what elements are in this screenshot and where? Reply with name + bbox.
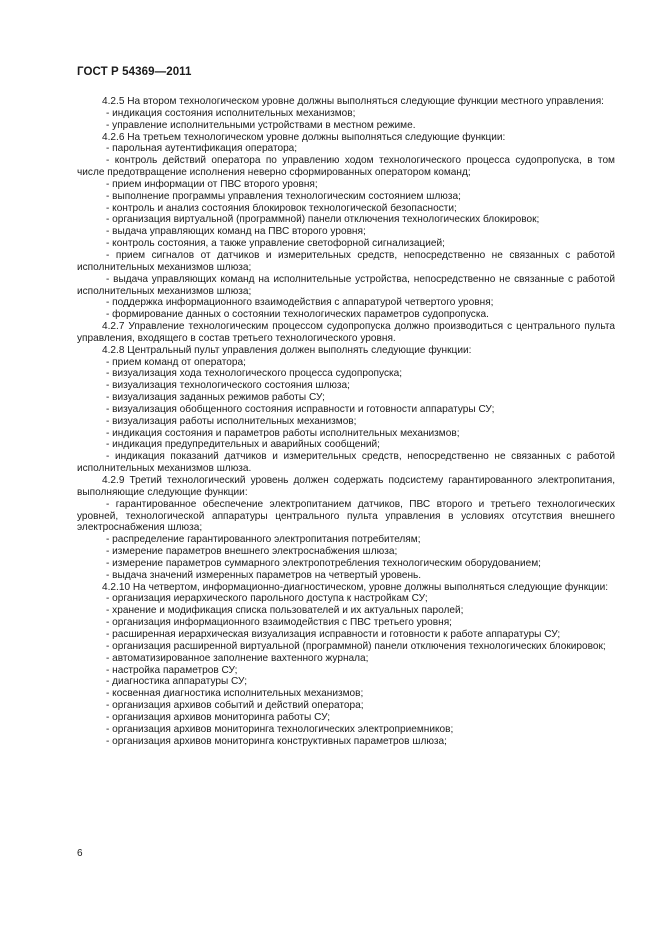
- list-item: - диагностика аппаратуры СУ;: [106, 676, 247, 688]
- list-item: - организация иерархического парольного доступа к настройкам СУ;: [106, 593, 428, 605]
- list-item: - контроль и анализ состояния блокировок технологической безопасности;: [106, 202, 457, 214]
- list-item: - автоматизированное заполнение вахтенного журнала;: [106, 652, 369, 664]
- section-paragraph: 4.2.5 На втором технологическом уровне должны выполняться следующие функции местного управления:: [102, 96, 604, 107]
- list-item: - хранение и модификация списка пользователей и их актуальных паролей;: [106, 605, 464, 617]
- list-item: - визуализация технологического состояния шлюза;: [106, 380, 350, 392]
- list-item: - контроль действий оператора по управлению ходом технологического процесса судопропуска, в том числе предотвращение исполнения неверно сформированных оператором команд;: [77, 155, 615, 179]
- list-item: - парольная аутентификация оператора;: [106, 143, 298, 155]
- list-item: - визуализация заданных режимов работы СУ;: [106, 392, 325, 404]
- list-item: - индикация предупредительных и аварийных сообщений;: [106, 439, 380, 451]
- list-item: - организация архивов мониторинга конструктивных параметров шлюза;: [106, 735, 447, 747]
- list-item: - поддержка информационного взаимодействия с аппаратурой четвертого уровня;: [106, 297, 494, 309]
- list-item: - организация архивов событий и действий оператора;: [106, 700, 364, 712]
- list-item: - организация информационного взаимодействия с ПВС третьего уровня;: [106, 617, 452, 629]
- list-item: - индикация состояния и параметров работы исполнительных механизмов;: [106, 427, 460, 439]
- list-item: - выполнение программы управления технологическим состоянием шлюза;: [106, 190, 461, 202]
- list-item: - настройка параметров СУ;: [106, 664, 238, 676]
- list-item: - измерение параметров внешнего электроснабжения шлюза;: [106, 546, 398, 558]
- list-item: - организация расширенной виртуальной (программной) панели отключения технологических блокировок;: [106, 640, 606, 652]
- page-number: 6: [77, 848, 83, 859]
- list-item: - организация виртуальной (программной) панели отключения технологических блокировок;: [106, 214, 540, 226]
- list-item: - визуализация обобщенного состояния исправности и готовности аппаратуры СУ;: [106, 403, 495, 415]
- list-item: - выдача управляющих команд на исполнительные устройства, непосредственно не связанные с работой исполнительных механизмов шлюза;: [77, 273, 615, 297]
- list-item: - распределение гарантированного электропитания потребителям;: [106, 534, 421, 546]
- section-paragraph: 4.2.8 Центральный пульт управления должен выполнять следующие функции:: [102, 344, 472, 356]
- list-item: - визуализация хода технологического процесса судопропуска;: [106, 368, 403, 380]
- section-paragraph: 4.2.6 На третьем технологическом уровне должны выполняться следующие функции:: [102, 131, 506, 143]
- list-item: - организация архивов мониторинга работы СУ;: [106, 711, 331, 723]
- list-item: - индикация показаний датчиков и измерительных средств, непосредственно не связанных с работой исполнительных механизмов шлюза.: [77, 451, 615, 475]
- list-item: - формирование данных о состоянии технологических параметров судопропуска.: [106, 309, 489, 321]
- list-item: - индикация состояния исполнительных механизмов;: [106, 107, 356, 119]
- section-paragraph: 4.2.7 Управление технологическим процессом судопропуска должно производиться с центрального пульта управления, входящего в состав третьего технологического уровня.: [77, 321, 615, 344]
- document-body: [77, 96, 615, 747]
- standard-header: ГОСТ Р 54369—2011: [77, 66, 192, 78]
- list-item: - прием сигналов от датчиков и измерительных средств, непосредственно не связанных с работой исполнительных механизмов шлюза;: [77, 249, 615, 273]
- list-item: - измерение параметров суммарного электропотребления технологическим оборудованием;: [106, 557, 541, 569]
- list-item: - выдача значений измеренных параметров на четвертый уровень.: [106, 569, 422, 581]
- list-item: - расширенная иерархическая визуализация исправности и готовности к работе аппаратуры СУ;: [106, 628, 561, 640]
- list-item: - прием информации от ПВС второго уровня;: [106, 178, 318, 190]
- list-item: - гарантированное обеспечение электропитанием датчиков, ПВС второго и третьего технологических уровней, технологической аппаратуры центрального пульта управления в условиях отсутствия внешнего электроснабжения шлюза;: [77, 498, 615, 534]
- list-item: - косвенная диагностика исполнительных механизмов;: [106, 688, 364, 700]
- list-item: - выдача управляющих команд на ПВС второго уровня;: [106, 226, 366, 238]
- section-paragraph: 4.2.10 На четвертом, информационно-диагностическом, уровне должны выполняться следующие функции:: [102, 581, 609, 593]
- list-item: - контроль состояния, а также управление светофорной сигнализацией;: [106, 238, 445, 250]
- list-item: - визуализация работы исполнительных механизмов;: [106, 415, 357, 427]
- section-paragraph: 4.2.9 Третий технологический уровень должен содержать подсистему гарантированного электропитания, выполняющие следующие функции:: [77, 475, 615, 498]
- list-item: - организация архивов мониторинга технологических электроприемников;: [106, 723, 454, 735]
- list-item: - прием команд от оператора;: [106, 356, 246, 368]
- list-item: - управление исполнительными устройствами в местном режиме.: [106, 119, 416, 131]
